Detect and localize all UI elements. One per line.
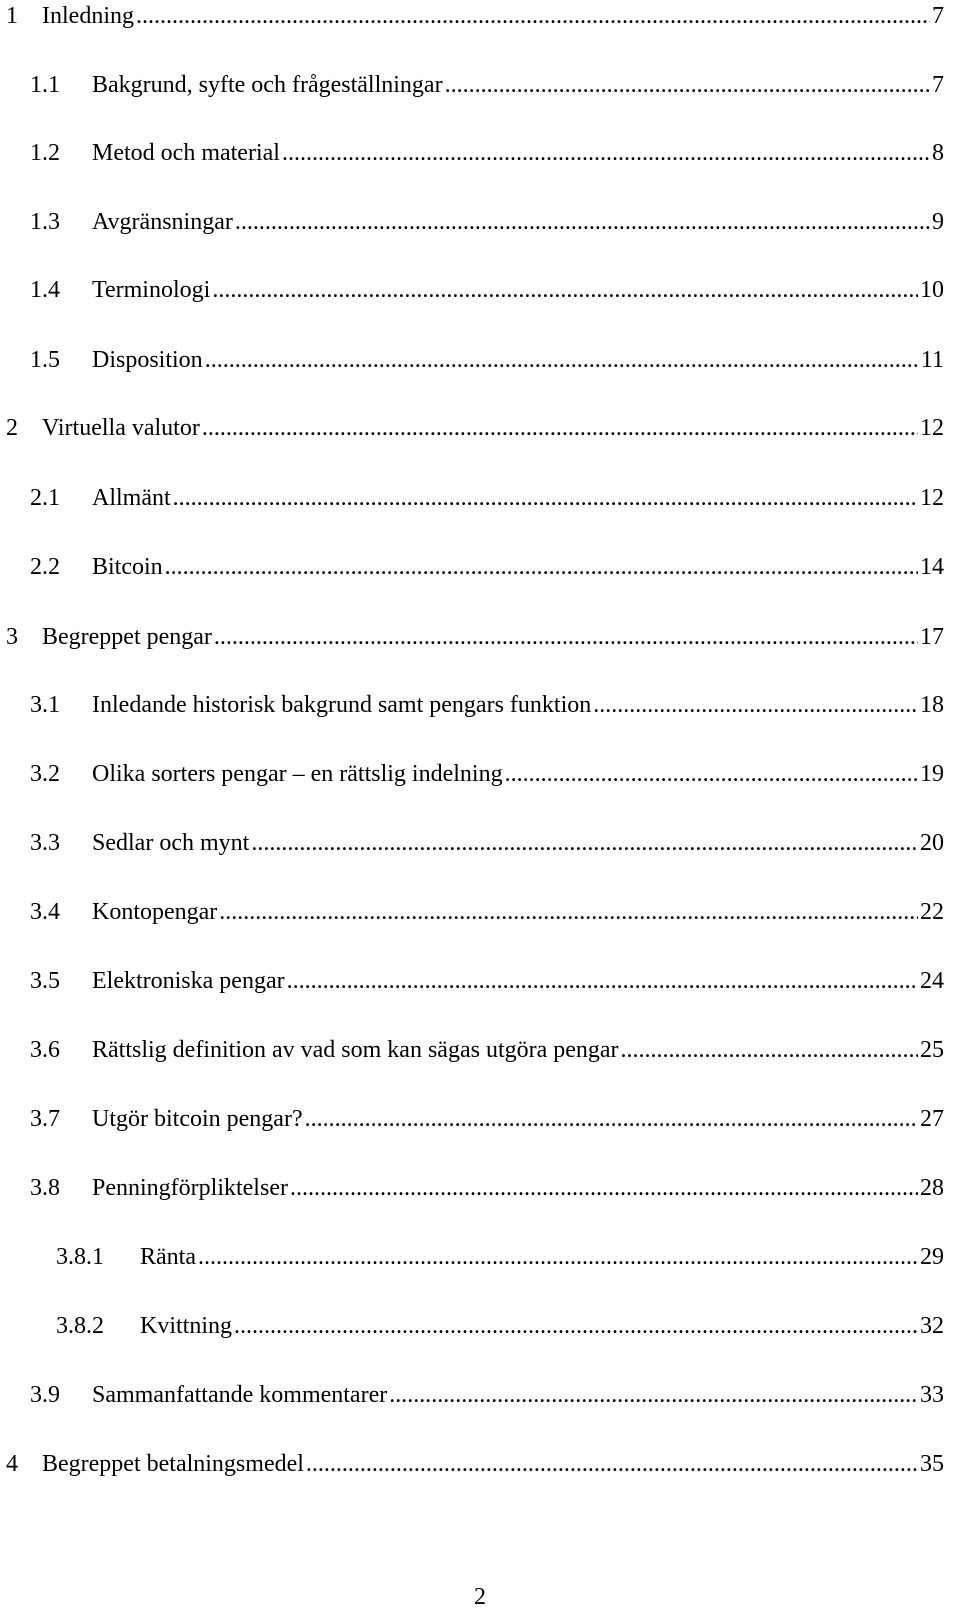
toc-entry-2-1[interactable]	[0, 484, 960, 524]
toc-entry-number: 3.6	[30, 1037, 60, 1063]
toc-entry-title: Sedlar och mynt	[92, 830, 250, 856]
toc-entry-number: 3	[6, 624, 18, 650]
toc-entry-page: 7	[932, 3, 944, 29]
toc-entry-page: 7	[932, 72, 944, 98]
toc-entry-3-9[interactable]	[0, 1381, 960, 1421]
toc-entry-title: Terminologi	[92, 277, 211, 303]
toc-leader-dots	[212, 276, 918, 304]
toc-entry-page: 12	[920, 415, 944, 441]
toc-entry-number: 2	[6, 415, 18, 441]
toc-leader-dots	[621, 1036, 918, 1064]
toc-entry-3-6[interactable]	[0, 1036, 960, 1076]
toc-leader-dots	[287, 967, 918, 995]
toc-leader-dots	[214, 623, 918, 651]
toc-entry-title: Olika sorters pengar – en rättslig indelning	[92, 761, 503, 787]
toc-entry-page: 33	[920, 1382, 944, 1408]
toc-leader-dots	[389, 1381, 918, 1409]
toc-entry-3-8-2[interactable]	[0, 1312, 960, 1352]
toc-leader-dots	[445, 71, 930, 99]
toc-entry-3-5[interactable]	[0, 967, 960, 1007]
toc-entry-title: Allmänt	[92, 485, 171, 511]
toc-entry-page: 22	[920, 899, 944, 925]
toc-leader-dots	[282, 139, 930, 167]
toc-entry-number: 3.8	[30, 1175, 60, 1201]
toc-entry-page: 29	[920, 1244, 944, 1270]
toc-entry-page: 10	[920, 277, 944, 303]
toc-entry-2-2[interactable]	[0, 553, 960, 593]
toc-entry-number: 3.4	[30, 899, 60, 925]
toc-entry-title: Kontopengar	[92, 899, 218, 925]
toc-entry-1-3[interactable]	[0, 208, 960, 248]
toc-entry-page: 24	[920, 968, 944, 994]
toc-entry-page: 32	[920, 1313, 944, 1339]
toc-entry-page: 27	[920, 1106, 944, 1132]
toc-leader-dots	[593, 691, 918, 719]
toc-entry-title: Begreppet pengar	[42, 624, 212, 650]
toc-entry-page: 20	[920, 830, 944, 856]
toc-entry-number: 3.8.1	[56, 1244, 104, 1270]
toc-entry-3-7[interactable]	[0, 1105, 960, 1145]
toc-entry-1-4[interactable]	[0, 276, 960, 316]
toc-entry-number: 3.8.2	[56, 1313, 104, 1339]
toc-entry-page: 35	[920, 1451, 944, 1477]
toc-entry-3[interactable]	[0, 623, 960, 663]
toc-entry-4[interactable]	[0, 1450, 960, 1490]
toc-entry-page: 12	[920, 485, 944, 511]
toc-leader-dots	[251, 829, 918, 857]
toc-entry-title: Virtuella valutor	[42, 415, 200, 441]
toc-entry-number: 2.1	[30, 485, 60, 511]
toc-entry-3-2[interactable]	[0, 760, 960, 800]
toc-entry-1-5[interactable]	[0, 346, 960, 386]
page-number: 2	[474, 1584, 486, 1610]
toc-leader-dots	[165, 553, 918, 581]
toc-entry-number: 1.1	[30, 72, 60, 98]
toc-entry-1-2[interactable]	[0, 139, 960, 179]
toc-entry-title: Sammanfattande kommentarer	[92, 1382, 388, 1408]
toc-leader-dots	[234, 1312, 918, 1340]
toc-entry-title: Bitcoin	[92, 554, 163, 580]
toc-entry-1[interactable]	[0, 2, 960, 42]
toc-entry-number: 3.5	[30, 968, 60, 994]
toc-entry-page: 9	[932, 209, 944, 235]
toc-entry-page: 25	[920, 1037, 944, 1063]
toc-entry-title: Kvittning	[140, 1313, 233, 1339]
toc-entry-page: 14	[920, 554, 944, 580]
toc-entry-title: Inledande historisk bakgrund samt pengars funktion	[92, 692, 592, 718]
toc-entry-title: Bakgrund, syfte och frågeställningar	[92, 72, 443, 98]
toc-entry-title: Avgränsningar	[92, 209, 233, 235]
toc-entry-1-1[interactable]	[0, 71, 960, 111]
toc-entry-number: 1.3	[30, 209, 60, 235]
toc-entry-title: Metod och material	[92, 140, 280, 166]
toc-entry-title: Ränta	[140, 1244, 196, 1270]
toc-entry-number: 1.4	[30, 277, 60, 303]
toc-leader-dots	[306, 1450, 918, 1478]
toc-entry-number: 3.9	[30, 1382, 60, 1408]
toc-leader-dots	[505, 760, 918, 788]
toc-entry-page: 8	[932, 140, 944, 166]
toc-entry-title: Penningförpliktelser	[92, 1175, 288, 1201]
toc-entry-2[interactable]	[0, 414, 960, 454]
toc-entry-number: 4	[6, 1451, 18, 1477]
toc-leader-dots	[235, 208, 930, 236]
toc-entry-title: Utgör bitcoin pengar?	[92, 1106, 303, 1132]
toc-entry-3-3[interactable]	[0, 829, 960, 869]
toc-leader-dots	[198, 1243, 918, 1271]
toc-entry-title: Inledning	[42, 3, 134, 29]
toc-entry-page: 11	[920, 347, 944, 373]
toc-leader-dots	[205, 346, 919, 374]
toc-entry-number: 3.1	[30, 692, 60, 718]
toc-entry-3-4[interactable]	[0, 898, 960, 938]
toc-entry-title: Begreppet betalningsmedel	[42, 1451, 304, 1477]
toc-leader-dots	[290, 1174, 918, 1202]
toc-entry-title: Elektroniska pengar	[92, 968, 285, 994]
toc-entry-page: 18	[920, 692, 944, 718]
toc-entry-number: 1.5	[30, 347, 60, 373]
toc-entry-number: 3.3	[30, 830, 60, 856]
toc-entry-page: 17	[920, 624, 944, 650]
toc-entry-number: 1	[6, 3, 18, 29]
toc-entry-title: Rättslig definition av vad som kan sägas utgöra pengar	[92, 1037, 619, 1063]
toc-entry-number: 3.2	[30, 761, 60, 787]
toc-entry-number: 2.2	[30, 554, 60, 580]
toc-entry-3-8-1[interactable]	[0, 1243, 960, 1283]
toc-entry-3-8[interactable]	[0, 1174, 960, 1214]
toc-entry-page: 19	[920, 761, 944, 787]
toc-leader-dots	[305, 1105, 918, 1133]
toc-leader-dots	[219, 898, 918, 926]
toc-entry-3-1[interactable]	[0, 691, 960, 731]
toc-entry-page: 28	[920, 1175, 944, 1201]
toc-leader-dots	[173, 484, 918, 512]
toc-entry-number: 1.2	[30, 140, 60, 166]
toc-leader-dots	[202, 414, 918, 442]
toc-entry-number: 3.7	[30, 1106, 60, 1132]
toc-leader-dots	[136, 2, 930, 30]
toc-entry-title: Disposition	[92, 347, 203, 373]
